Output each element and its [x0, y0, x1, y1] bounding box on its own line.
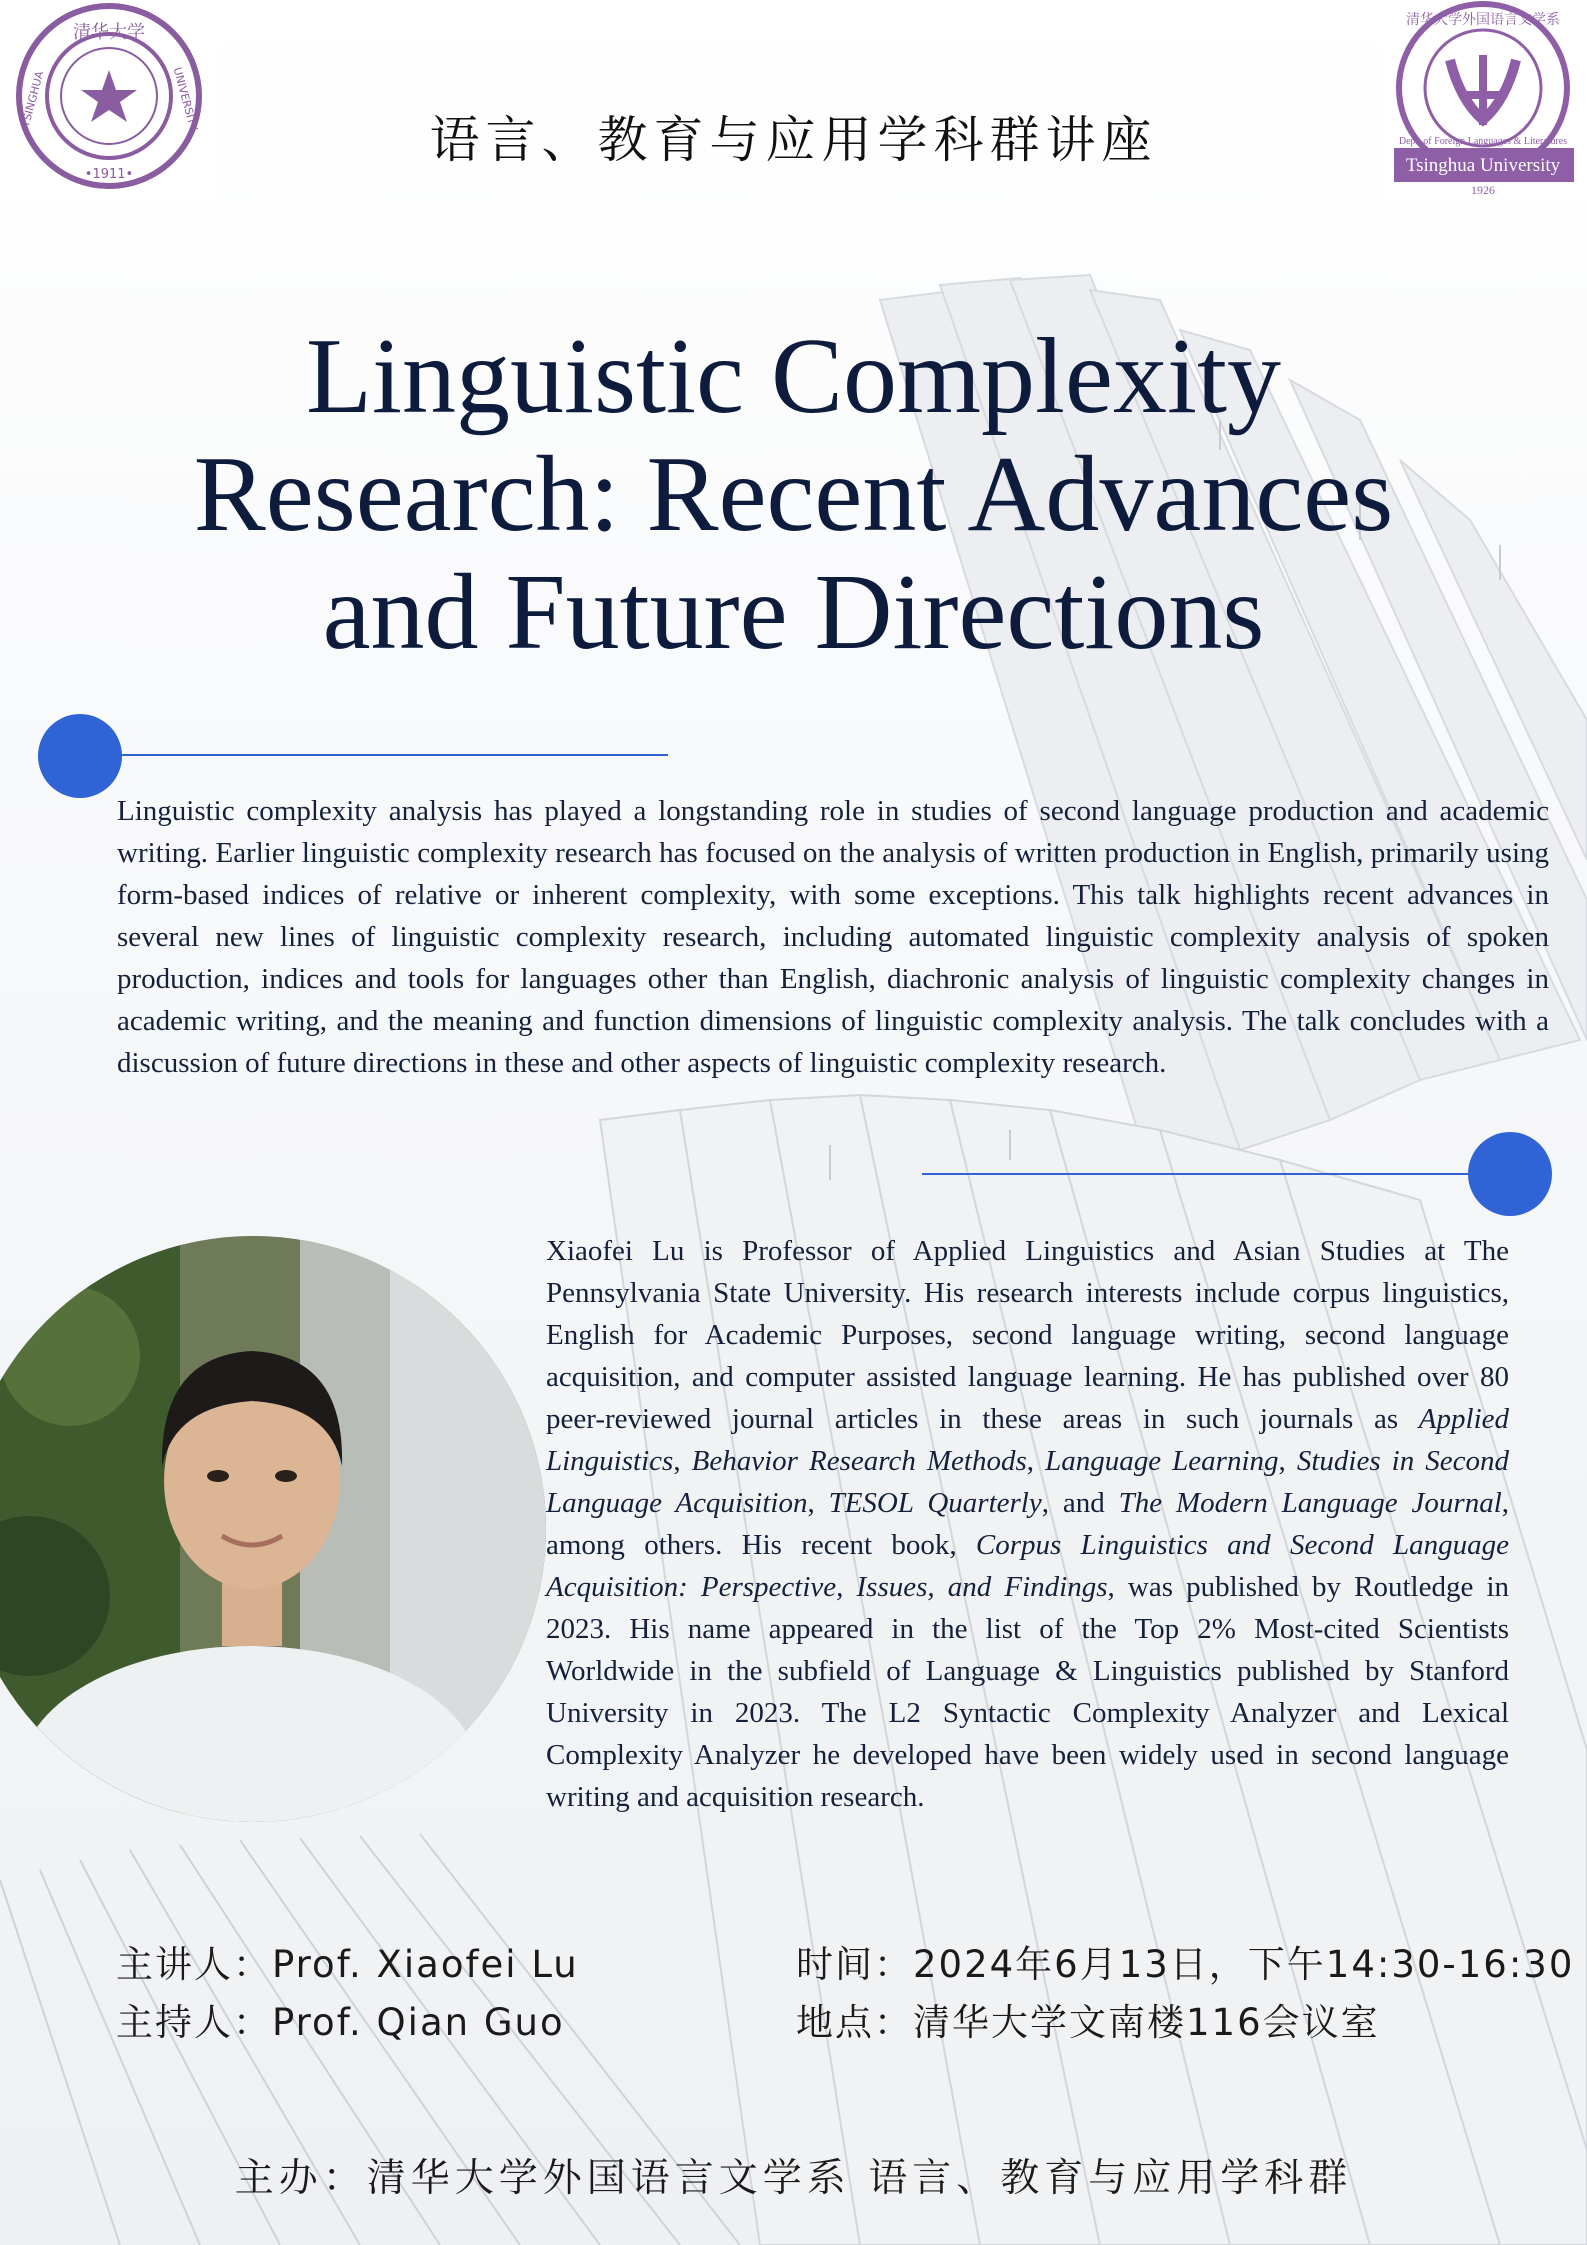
accent-line-left — [120, 754, 668, 756]
organizer-line: 主办：清华大学外国语言文学系 语言、教育与应用学科群 — [234, 2156, 1353, 2201]
svg-text:Dept. of Foreign Languages & L: Dept. of Foreign Languages & Literatures — [1398, 136, 1568, 147]
bio-text: Xiaofei Lu is Professor of Applied Linguistics and Asian Studies at The Pennsylvania State University. His research interests include corpus linguistics, English for Academic Purposes, second language writing, second language acquisition, and computer assisted language learning. He has published over 80 peer-reviewed journal articles in these areas in such journals as — [546, 1235, 1509, 1435]
bio-separator: , and — [1041, 1487, 1119, 1519]
speaker-bio — [546, 1230, 1509, 1818]
lecture-series-title: 语言、教育与应用学科群讲座 — [429, 111, 1158, 169]
speaker-label: 主讲人： — [116, 1943, 272, 1986]
accent-dot-left — [38, 714, 122, 798]
bio-text: , was published by Routledge in 2023. His name appeared in the list of the Top 2% Most-cited Scientists Worldwide in the subfield of Language & Linguistics published by Stanford University in 2023. The L2 Syntactic Complexity Analyzer and Lexical Complexity Analyzer he developed have been widely used in second language writing and acquisition research. — [546, 1571, 1510, 1813]
book-title: Corpus Linguistics and Second Language Acquisition: Perspective, Issues, and Findings — [546, 1529, 1509, 1603]
talk-title-line: and Future Directions — [322, 553, 1265, 672]
svg-text:UNIVERSITY: UNIVERSITY — [170, 65, 201, 133]
journal-name: Applied Linguistics — [546, 1403, 1509, 1477]
svg-text:清华大学: 清华大学 — [73, 22, 145, 43]
time-info — [796, 1934, 1574, 1988]
talk-title — [60, 318, 1527, 672]
bio-separator: , — [673, 1445, 692, 1477]
svg-text:清华大学外国语言文学系: 清华大学外国语言文学系 — [1406, 12, 1560, 28]
svg-text:1926: 1926 — [1471, 183, 1495, 197]
event-time: 2024年6月13日，下午14:30-16:30 — [913, 1943, 1575, 1986]
speaker-info — [116, 1934, 579, 1988]
bio-text: , among others. His recent book, — [546, 1487, 1509, 1561]
accent-line-right — [922, 1173, 1470, 1175]
place-info — [796, 1992, 1380, 2046]
bio-separator: , — [807, 1487, 829, 1519]
svg-text:•1911•: •1911• — [84, 167, 134, 182]
journal-name: Studies in Second Language Acquisition — [546, 1445, 1510, 1519]
time-label: 时间： — [796, 1943, 913, 1986]
journal-name: TESOL Quarterly — [828, 1487, 1042, 1519]
journal-name: Language Learning — [1045, 1445, 1279, 1477]
journal-name: Behavior Research Methods — [691, 1445, 1027, 1477]
journal-name: The Modern Language Journal — [1118, 1487, 1502, 1519]
talk-title-line: Linguistic Complexity — [306, 317, 1281, 436]
talk-title-line: Research: Recent Advances — [193, 435, 1394, 554]
place-label: 地点： — [796, 2001, 913, 2044]
event-place: 清华大学文南楼116会议室 — [913, 2001, 1380, 2044]
accent-dot-right — [1468, 1132, 1552, 1216]
svg-text:TSINGHUA: TSINGHUA — [18, 69, 47, 129]
svg-text:Tsinghua University: Tsinghua University — [1405, 155, 1561, 176]
bio-separator: , — [1278, 1445, 1297, 1477]
host-info — [116, 1992, 565, 2046]
bio-separator: , — [1026, 1445, 1046, 1477]
speaker-name: Prof. Xiaofei Lu — [272, 1943, 579, 1986]
host-name: Prof. Qian Guo — [272, 2001, 565, 2044]
talk-abstract: Linguistic complexity analysis has played a longstanding role in studies of second language production and academic writing. Earlier linguistic complexity research has focused on the analysis of written production in English, primarily using form-based indices of relative or inherent complexity, with some exceptions. This talk highlights recent advances in several new lines of linguistic complexity research, including automated linguistic complexity analysis of spoken production, indices and tools for languages other than English, diachronic analysis of linguistic complexity changes in academic writing, and the meaning and function dimensions of linguistic complexity analysis. The talk concludes with a discussion of future directions in these and other aspects of linguistic complexity research. — [117, 795, 1549, 1079]
host-label: 主持人： — [116, 2001, 272, 2044]
